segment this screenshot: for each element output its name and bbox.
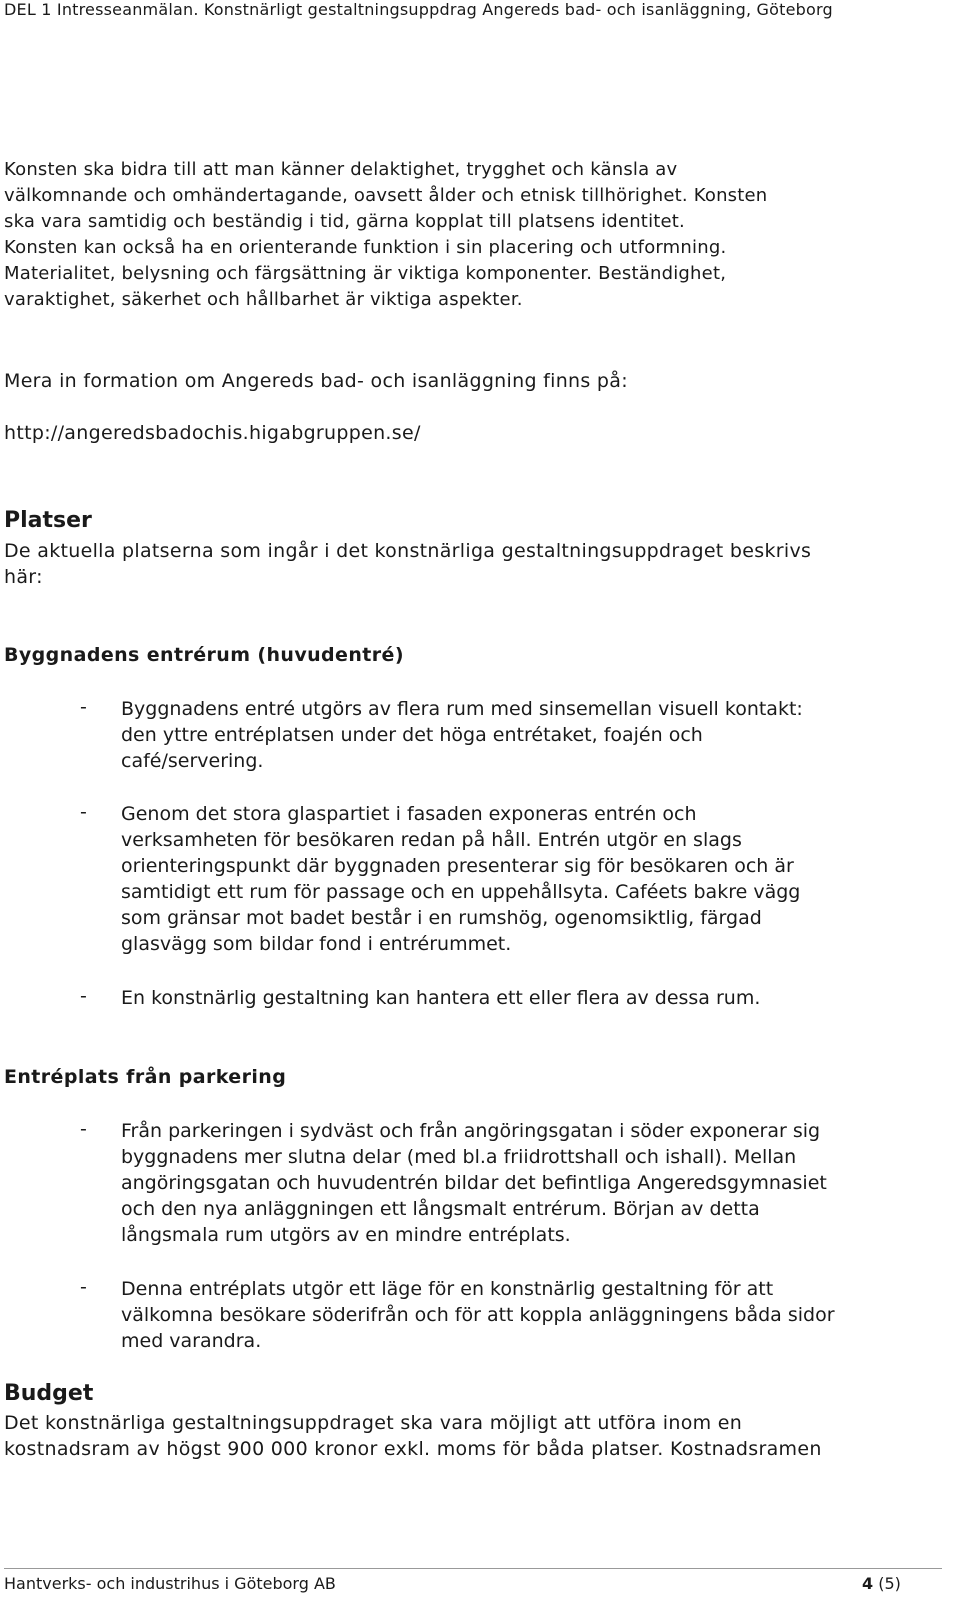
- bullet-line: café/servering.: [121, 750, 264, 772]
- bullet-line: Byggnadens entré utgörs av flera rum med sinsemellan visuell kontakt:: [121, 698, 803, 720]
- intro-line: välkomnande och omhändertagande, oavsett ålder och etnisk tillhörighet. Konsten: [4, 185, 768, 206]
- platser-line: De aktuella platserna som ingår i det konstnärliga gestaltningsuppdraget beskrivs: [4, 540, 812, 562]
- bullet-dash: -: [80, 1276, 87, 1298]
- bullet-line: den yttre entréplatsen under det höga entrétaket, foajén och: [121, 724, 703, 746]
- bullet-line: samtidigt ett rum för passage och en uppehållsyta. Caféets bakre vägg: [121, 881, 801, 903]
- budget-paragraph: [4, 1410, 822, 1462]
- info-link[interactable]: http://angeredsbadochis.higabgruppen.se/: [4, 422, 421, 444]
- platser-line: här:: [4, 566, 43, 588]
- bullet-line: välkomna besökare söderifrån och för att koppla anläggningens båda sidor: [121, 1304, 835, 1326]
- intro-paragraph: [4, 157, 767, 313]
- entrerum-bullet-2: [121, 801, 800, 957]
- bullet-line: orienteringspunkt där byggnaden presenterar sig för besökaren och är: [121, 855, 794, 877]
- bullet-dash: -: [80, 801, 87, 823]
- entrerum-bullet-3: [121, 985, 760, 1011]
- bullet-line: glasvägg som bildar fond i entrérummet.: [121, 933, 512, 955]
- intro-line: varaktighet, säkerhet och hållbarhet är viktiga aspekter.: [4, 289, 523, 310]
- parkering-bullet-2: [121, 1276, 835, 1354]
- bullet-dash: -: [80, 696, 87, 718]
- bullet-dash: -: [80, 985, 87, 1007]
- page-header-title: DEL 1 Intresseanmälan. Konstnärligt gestaltningsuppdrag Angereds bad- och isanläggning, Göteborg: [4, 0, 833, 19]
- section-heading-parkering: Entréplats från parkering: [4, 1066, 287, 1088]
- budget-line: kostnadsram av högst 900 000 kronor exkl. moms för båda platser. Kostnadsramen: [4, 1438, 822, 1460]
- platser-paragraph: [4, 538, 811, 590]
- page-current: 4: [862, 1574, 874, 1593]
- section-heading-platser: Platser: [4, 508, 92, 533]
- section-heading-budget: Budget: [4, 1381, 94, 1406]
- bullet-line: byggnadens mer slutna delar (med bl.a friidrottshall och ishall). Mellan: [121, 1146, 797, 1168]
- bullet-line: och den nya anläggningen ett långsmalt entrérum. Början av detta: [121, 1198, 760, 1220]
- page-total: (5): [878, 1574, 901, 1593]
- bullet-line: angöringsgatan och huvudentrén bildar det befintliga Angeredsgymnasiet: [121, 1172, 827, 1194]
- intro-line: Materialitet, belysning och färgsättning är viktiga komponenter. Beständighet,: [4, 263, 727, 284]
- intro-line: Konsten ska bidra till att man känner delaktighet, trygghet och känsla av: [4, 159, 678, 180]
- intro-line: ska vara samtidig och beständig i tid, gärna kopplat till platsens identitet.: [4, 211, 685, 232]
- section-heading-entrerum: Byggnadens entrérum (huvudentré): [4, 644, 404, 666]
- bullet-line: långsmala rum utgörs av en mindre entréplats.: [121, 1224, 571, 1246]
- bullet-line: verksamheten för besökaren redan på håll. Entrén utgör en slags: [121, 829, 742, 851]
- bullet-line: En konstnärlig gestaltning kan hantera ett eller flera av dessa rum.: [121, 987, 761, 1009]
- footer-company: Hantverks- och industrihus i Göteborg AB: [4, 1574, 336, 1593]
- parkering-bullet-1: [121, 1118, 827, 1248]
- bullet-line: Denna entréplats utgör ett läge för en konstnärlig gestaltning för att: [121, 1278, 774, 1300]
- footer-page-number: [862, 1574, 901, 1593]
- bullet-line: Från parkeringen i sydväst och från angöringsgatan i söder exponerar sig: [121, 1120, 821, 1142]
- bullet-line: som gränsar mot badet består i en rumshög, ogenomsiktlig, färgad: [121, 907, 762, 929]
- bullet-line: Genom det stora glaspartiet i fasaden exponeras entrén och: [121, 803, 697, 825]
- intro-line: Konsten kan också ha en orienterande funktion i sin placering och utformning.: [4, 237, 727, 258]
- footer-divider: [4, 1568, 942, 1569]
- bullet-line: med varandra.: [121, 1330, 262, 1352]
- bullet-dash: -: [80, 1118, 87, 1140]
- budget-line: Det konstnärliga gestaltningsuppdraget ska vara möjligt att utföra inom en: [4, 1412, 743, 1434]
- info-text: Mera in formation om Angereds bad- och isanläggning finns på:: [4, 370, 628, 392]
- entrerum-bullet-1: [121, 696, 803, 774]
